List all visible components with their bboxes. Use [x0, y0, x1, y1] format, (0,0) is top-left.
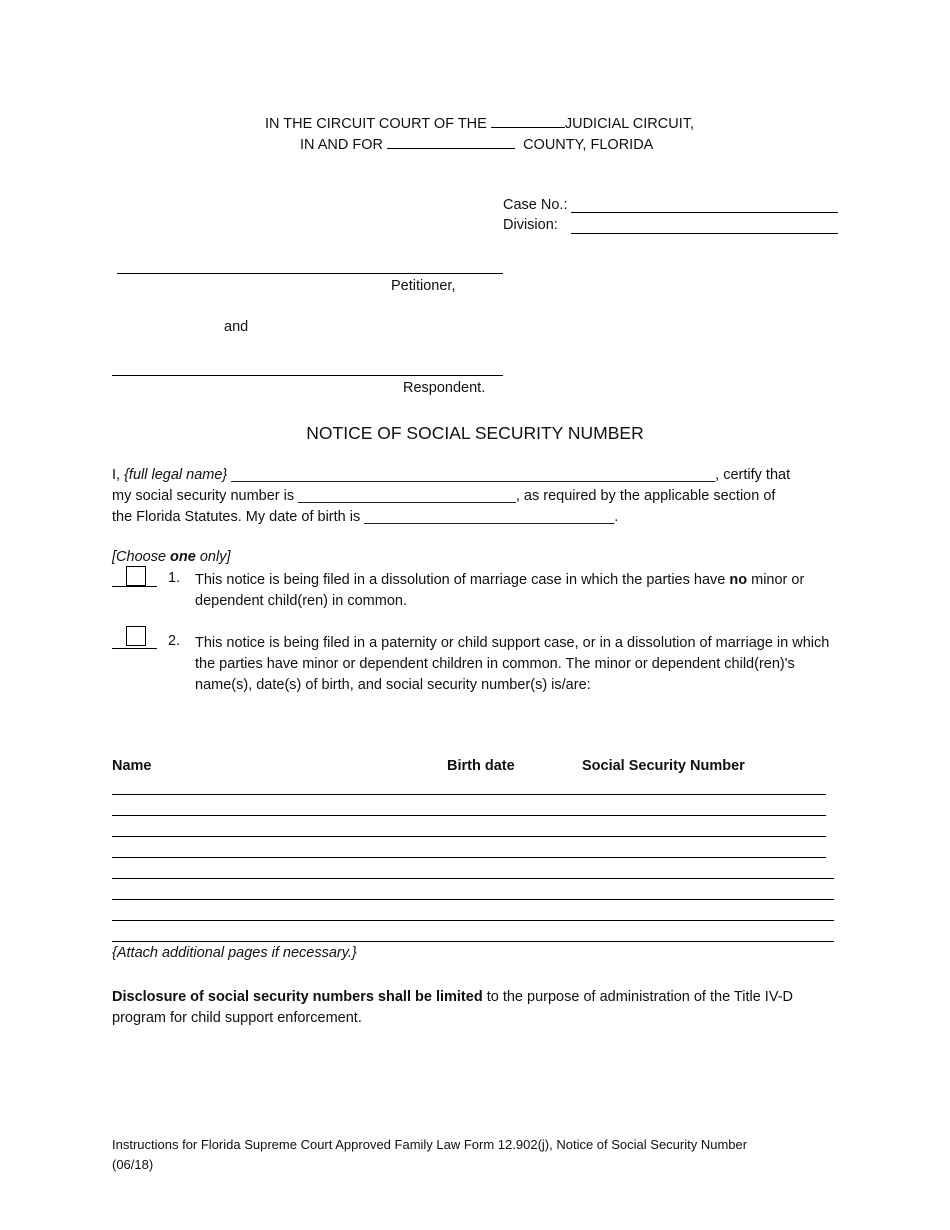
option-1-text	[195, 570, 845, 612]
court-line-1-prefix: IN THE CIRCUIT COURT OF THE	[265, 116, 487, 132]
choose-bold: one	[170, 549, 196, 565]
child-entry-row-7[interactable]	[112, 920, 834, 921]
disclosure-bold: Disclosure of social security numbers shall be limited	[112, 989, 483, 1005]
child-entry-row-4[interactable]	[112, 857, 826, 858]
option-1-number: 1.	[168, 570, 181, 586]
certification-line-1	[112, 465, 842, 486]
full-name-hint: {full legal name}	[124, 467, 228, 483]
and-label: and	[224, 319, 249, 335]
case-no-label: Case No.:	[503, 197, 568, 213]
attach-note: {Attach additional pages if necessary.}	[112, 945, 357, 961]
judicial-circuit-field[interactable]	[491, 113, 565, 128]
option-2-text: This notice is being filed in a paternity or child support case, or in a dissolution of marriage in which the parties have minor or dependent children in common. The minor or dependent child(ren)'s name(s), date(s) of birth, and social security number(s) is/are:	[195, 635, 830, 693]
court-line-2-prefix: IN AND FOR	[300, 137, 383, 153]
option-1-text-bold: no	[729, 572, 748, 588]
option-2-checkbox-underline	[112, 648, 157, 649]
cert-i: I,	[112, 467, 125, 483]
court-heading-line-2	[300, 134, 653, 153]
child-entry-row-2[interactable]	[112, 815, 826, 816]
option-2-checkbox[interactable]	[126, 626, 146, 646]
court-line-2-suffix: COUNTY, FLORIDA	[523, 137, 654, 153]
choose-one-instruction	[112, 549, 231, 565]
certification-paragraph	[112, 465, 842, 528]
disclosure-paragraph	[112, 987, 842, 1029]
full-name-field[interactable]: ____________________________________________________________, certify that	[227, 467, 791, 483]
petitioner-name-field[interactable]	[117, 273, 503, 274]
certification-line-3[interactable]: the Florida Statutes. My date of birth is _______________________________.	[112, 509, 619, 525]
choose-post: only]	[195, 549, 231, 565]
division-field[interactable]	[571, 233, 838, 234]
child-entry-row-3[interactable]	[112, 836, 826, 837]
court-heading-line-1	[265, 113, 694, 132]
footer-line-1: Instructions for Florida Supreme Court Approved Family Law Form 12.902(j), Notice of Social Security Number	[112, 1137, 748, 1152]
respondent-name-field[interactable]	[112, 375, 503, 376]
case-no-field[interactable]	[571, 212, 838, 213]
court-line-1-suffix: JUDICIAL CIRCUIT,	[564, 116, 695, 132]
footer-line-2: (06/18)	[112, 1157, 154, 1172]
form-title: NOTICE OF SOCIAL SECURITY NUMBER	[306, 423, 644, 443]
column-header-name: Name	[112, 758, 152, 774]
option-1-text-post: minor or dependent child(ren) in common.	[195, 572, 805, 609]
county-field[interactable]	[387, 134, 515, 149]
child-entry-row-6[interactable]	[112, 899, 834, 900]
division-label: Division:	[503, 217, 558, 233]
option-2-number: 2.	[168, 633, 181, 649]
child-entry-row-8[interactable]	[112, 941, 834, 942]
option-1-checkbox[interactable]	[126, 566, 146, 586]
child-entry-row-5[interactable]	[112, 878, 834, 879]
respondent-label: Respondent.	[403, 380, 486, 396]
column-header-ssn: Social Security Number	[582, 758, 745, 774]
disclosure-rest: to the purpose of administration of the Title IV-D program for child support enforcement.	[112, 989, 793, 1026]
option-1-checkbox-underline	[112, 586, 157, 587]
child-entry-row-1[interactable]	[112, 794, 826, 795]
choose-pre: [Choose	[112, 549, 171, 565]
column-header-birth-date: Birth date	[447, 758, 515, 774]
certification-line-2[interactable]: my social security number is ___________________________, as required by the applicable section of	[112, 488, 776, 504]
petitioner-label: Petitioner,	[391, 278, 456, 294]
option-1-text-pre: This notice is being filed in a dissolution of marriage case in which the parties have	[195, 572, 730, 588]
